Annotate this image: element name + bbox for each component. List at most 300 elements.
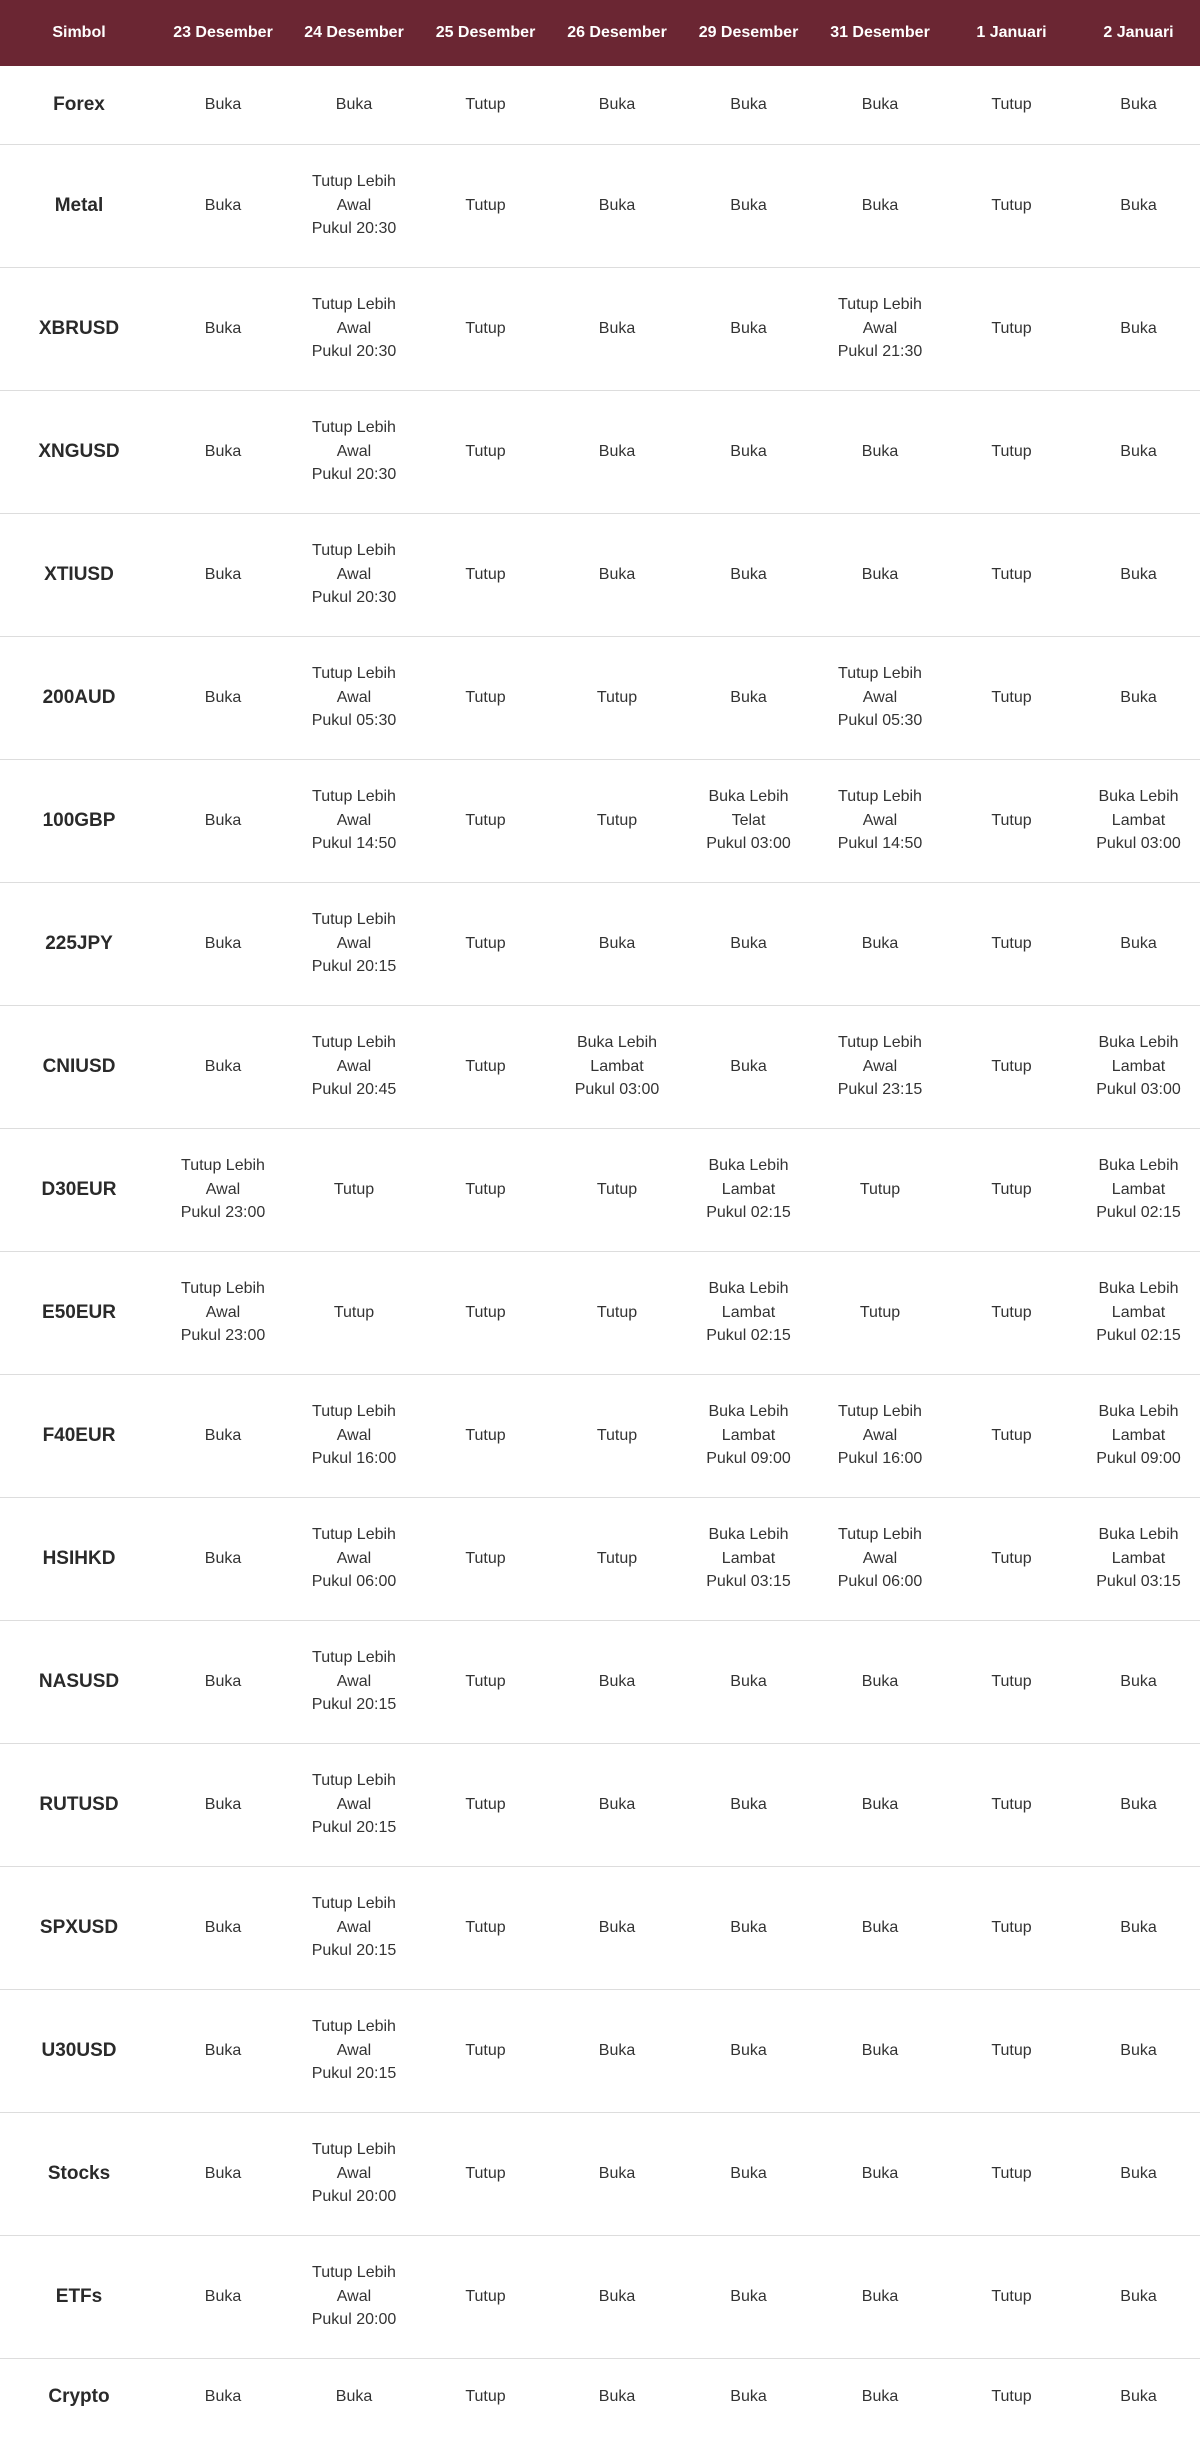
status-text: Tutup Lebih Awal Pukul 20:30: [311, 419, 397, 484]
status-cell: [551, 1497, 683, 1620]
status-cell: [814, 1497, 946, 1620]
status-text: Tutup Lebih Awal Pukul 23:15: [837, 1034, 923, 1099]
status-text: Tutup: [465, 442, 506, 460]
status-cell: [551, 1989, 683, 2112]
table-row: [0, 1005, 1200, 1128]
status-text: Buka: [861, 934, 899, 952]
status-text: Buka: [598, 96, 636, 113]
status-cell: [814, 267, 946, 390]
column-header-symbol: Simbol: [52, 24, 106, 41]
status-text: Buka: [204, 2164, 242, 2182]
status-cell: [551, 1128, 683, 1251]
table-row: [0, 2358, 1200, 2435]
column-header-date: 26 Desember: [567, 24, 667, 41]
status-text: Tutup: [991, 319, 1032, 337]
status-text: Buka: [730, 2287, 767, 2305]
status-cell: [158, 144, 288, 267]
status-cell: [683, 1005, 814, 1128]
status-text: Buka: [730, 1057, 767, 1075]
status-text: Buka: [598, 2164, 636, 2182]
status-cell: [814, 1743, 946, 1866]
status-text: Tutup: [465, 1303, 506, 1321]
status-cell: [814, 513, 946, 636]
status-cell: [1077, 1497, 1200, 1620]
status-cell: [683, 1374, 814, 1497]
status-cell: [946, 1005, 1077, 1128]
status-text: Buka: [730, 1918, 767, 1936]
status-cell: [683, 1866, 814, 1989]
status-cell: [288, 882, 420, 1005]
status-text: Buka: [598, 2041, 636, 2059]
symbol-cell: 100GBP: [42, 809, 116, 831]
status-cell: [420, 759, 551, 882]
status-text: Buka: [598, 1795, 636, 1813]
status-cell: [420, 1374, 551, 1497]
status-cell: [1077, 144, 1200, 267]
status-cell: [420, 1989, 551, 2112]
status-text: Tutup Lebih Awal Pukul 20:15: [311, 1772, 397, 1837]
status-cell: [1077, 1128, 1200, 1251]
status-cell: [551, 882, 683, 1005]
status-cell: [1077, 390, 1200, 513]
status-cell: [288, 1620, 420, 1743]
status-cell: [288, 1497, 420, 1620]
status-text: Buka Lebih Lambat Pukul 02:15: [706, 1157, 791, 1222]
status-cell: [814, 2235, 946, 2358]
status-text: Buka: [335, 96, 373, 113]
symbol-cell: XNGUSD: [38, 440, 120, 462]
header-row: [0, 0, 1200, 66]
status-cell: [946, 390, 1077, 513]
status-text: Buka: [1120, 2287, 1157, 2305]
status-text: Buka: [204, 811, 242, 829]
status-text: Buka: [730, 565, 767, 583]
status-cell: [683, 267, 814, 390]
status-cell: [814, 390, 946, 513]
table-row: [0, 1374, 1200, 1497]
status-cell: [946, 1374, 1077, 1497]
status-text: Buka Lebih Lambat Pukul 02:15: [1096, 1280, 1181, 1345]
status-text: Buka: [204, 565, 242, 583]
status-cell: [288, 1251, 420, 1374]
table-row: [0, 390, 1200, 513]
status-cell: [683, 636, 814, 759]
symbol-cell: Forex: [53, 94, 105, 115]
status-cell: [946, 513, 1077, 636]
status-text: Tutup: [991, 1795, 1032, 1813]
status-text: Buka: [861, 196, 899, 214]
status-text: Tutup Lebih Awal Pukul 20:15: [311, 1649, 397, 1714]
status-cell: [1077, 882, 1200, 1005]
status-cell: [420, 2112, 551, 2235]
status-text: Tutup: [465, 565, 506, 583]
status-text: Buka: [730, 319, 767, 337]
status-text: Tutup Lebih Awal Pukul 20:45: [311, 1034, 397, 1099]
status-text: Buka: [1120, 688, 1157, 706]
status-cell: [158, 2112, 288, 2235]
status-cell: [1077, 2235, 1200, 2358]
status-cell: [1077, 1005, 1200, 1128]
status-cell: [683, 66, 814, 144]
status-text: Tutup: [991, 1303, 1032, 1321]
status-cell: [551, 267, 683, 390]
status-cell: [683, 1989, 814, 2112]
status-text: Buka: [204, 1426, 242, 1444]
status-text: Tutup: [465, 1672, 506, 1690]
symbol-cell: XBRUSD: [38, 317, 120, 339]
status-cell: [158, 390, 288, 513]
status-cell: [158, 267, 288, 390]
status-text: Tutup: [991, 565, 1032, 583]
symbol-cell: RUTUSD: [39, 1793, 119, 1815]
status-text: Tutup Lebih Awal Pukul 20:15: [311, 1895, 397, 1960]
status-cell: [683, 759, 814, 882]
status-text: Buka: [1120, 442, 1157, 460]
status-cell: [946, 882, 1077, 1005]
status-cell: [1077, 1989, 1200, 2112]
status-text: Buka: [1120, 2388, 1157, 2405]
status-cell: [946, 1497, 1077, 1620]
status-text: Buka: [1120, 96, 1157, 113]
status-text: Tutup: [991, 1672, 1032, 1690]
status-text: Tutup: [465, 2041, 506, 2059]
status-cell: [551, 1005, 683, 1128]
status-cell: [1077, 267, 1200, 390]
status-cell: [946, 1251, 1077, 1374]
status-text: Buka: [204, 2041, 242, 2059]
status-text: Tutup: [465, 2164, 506, 2182]
table-row: [0, 144, 1200, 267]
status-cell: [420, 1620, 551, 1743]
status-cell: [158, 2235, 288, 2358]
status-cell: [551, 1743, 683, 1866]
status-text: Buka: [598, 934, 636, 952]
status-cell: [814, 1866, 946, 1989]
status-text: Buka: [1120, 319, 1157, 337]
status-cell: [420, 1251, 551, 1374]
table-row: [0, 1866, 1200, 1989]
status-cell: [288, 636, 420, 759]
status-cell: [288, 2235, 420, 2358]
status-text: Tutup: [991, 934, 1032, 952]
status-text: Buka: [1120, 1672, 1157, 1690]
status-cell: [1077, 513, 1200, 636]
table-row: [0, 66, 1200, 144]
status-text: Buka: [204, 1795, 242, 1813]
symbol-cell: CNIUSD: [42, 1055, 116, 1077]
status-text: Buka: [861, 565, 899, 583]
status-cell: [814, 2112, 946, 2235]
symbol-cell: U30USD: [41, 2039, 117, 2061]
status-text: Tutup Lebih Awal Pukul 06:00: [311, 1526, 397, 1591]
status-text: Tutup: [596, 1180, 638, 1198]
status-cell: [1077, 1866, 1200, 1989]
status-text: Buka: [204, 1057, 242, 1075]
status-cell: [683, 1128, 814, 1251]
status-cell: [683, 2235, 814, 2358]
status-text: Buka: [598, 2287, 636, 2305]
status-text: Tutup: [465, 96, 506, 113]
status-text: Tutup Lebih Awal Pukul 20:00: [311, 2141, 397, 2206]
status-cell: [814, 1251, 946, 1374]
status-text: Buka: [730, 1795, 767, 1813]
status-text: Buka: [598, 442, 636, 460]
status-text: Buka: [598, 1672, 636, 1690]
status-cell: [946, 1743, 1077, 1866]
status-cell: [420, 2235, 551, 2358]
status-cell: [420, 636, 551, 759]
status-cell: [288, 66, 420, 144]
status-text: Buka: [204, 442, 242, 460]
status-text: Buka Lebih Lambat Pukul 03:15: [706, 1526, 791, 1591]
status-text: Tutup Lebih Awal Pukul 20:15: [311, 2018, 397, 2083]
status-text: Tutup Lebih Awal Pukul 20:15: [311, 911, 397, 976]
status-cell: [420, 513, 551, 636]
status-cell: [288, 1128, 420, 1251]
table-row: [0, 1620, 1200, 1743]
status-text: Buka: [861, 1672, 899, 1690]
status-text: Tutup: [465, 1426, 506, 1444]
status-cell: [158, 1128, 288, 1251]
status-cell: [288, 759, 420, 882]
symbol-cell: 200AUD: [42, 686, 116, 708]
status-cell: [1077, 636, 1200, 759]
status-text: Tutup: [991, 1180, 1032, 1198]
status-cell: [1077, 2112, 1200, 2235]
symbol-cell: ETFs: [55, 2285, 103, 2307]
status-text: Buka: [1120, 196, 1157, 214]
status-cell: [420, 267, 551, 390]
status-cell: [551, 1374, 683, 1497]
status-text: Buka Lebih Lambat Pukul 02:15: [706, 1280, 791, 1345]
status-cell: [683, 144, 814, 267]
status-cell: [158, 1743, 288, 1866]
column-header-date: 31 Desember: [830, 24, 930, 41]
status-text: Tutup: [465, 1549, 506, 1567]
symbol-cell: Crypto: [48, 2386, 110, 2407]
status-cell: [683, 882, 814, 1005]
status-cell: [420, 1866, 551, 1989]
status-cell: [288, 1866, 420, 1989]
status-text: Buka: [730, 2388, 767, 2405]
status-text: Buka: [1120, 2041, 1157, 2059]
status-text: Buka: [204, 96, 242, 113]
symbol-cell: NASUSD: [38, 1670, 120, 1692]
status-cell: [420, 1743, 551, 1866]
status-text: Tutup: [596, 1426, 638, 1444]
status-cell: [551, 66, 683, 144]
status-cell: [158, 759, 288, 882]
symbol-cell: SPXUSD: [39, 1916, 119, 1938]
status-cell: [158, 1251, 288, 1374]
status-text: Tutup Lebih Awal Pukul 16:00: [311, 1403, 397, 1468]
status-cell: [551, 1620, 683, 1743]
status-text: Tutup: [991, 2164, 1032, 2182]
status-text: Buka: [861, 1795, 899, 1813]
status-text: Tutup: [596, 1549, 638, 1567]
column-header-date: 2 Januari: [1103, 24, 1174, 41]
status-cell: [158, 66, 288, 144]
status-cell: [1077, 66, 1200, 144]
status-cell: [288, 144, 420, 267]
status-cell: [551, 390, 683, 513]
column-header-date: 29 Desember: [698, 24, 799, 41]
status-text: Tutup Lebih Awal Pukul 05:30: [311, 665, 397, 730]
status-text: Tutup: [465, 934, 506, 952]
status-cell: [683, 2358, 814, 2435]
status-cell: [288, 1989, 420, 2112]
status-text: Buka Lebih Lambat Pukul 03:00: [574, 1034, 660, 1099]
status-text: Tutup: [991, 811, 1032, 829]
status-cell: [551, 144, 683, 267]
status-text: Tutup: [991, 96, 1032, 113]
column-header-date: 24 Desember: [304, 24, 404, 41]
status-cell: [551, 2235, 683, 2358]
status-cell: [946, 2235, 1077, 2358]
table-row: [0, 1743, 1200, 1866]
table-row: [0, 513, 1200, 636]
status-cell: [946, 2358, 1077, 2435]
table-row: [0, 267, 1200, 390]
symbol-cell: F40EUR: [42, 1424, 116, 1446]
status-cell: [814, 1620, 946, 1743]
status-text: Buka: [1120, 565, 1157, 583]
status-text: Buka Lebih Lambat Pukul 09:00: [1096, 1403, 1181, 1468]
table-row: [0, 759, 1200, 882]
status-cell: [814, 144, 946, 267]
status-text: Tutup: [991, 2388, 1032, 2405]
status-text: Buka: [730, 1672, 767, 1690]
status-text: Tutup Lebih Awal Pukul 23:00: [180, 1280, 266, 1345]
status-text: Buka: [204, 1672, 242, 1690]
status-text: Buka: [204, 2388, 242, 2405]
status-text: Tutup: [465, 1918, 506, 1936]
status-cell: [551, 2112, 683, 2235]
symbol-cell: Stocks: [47, 2162, 111, 2184]
column-header-date: 1 Januari: [976, 24, 1047, 41]
status-text: Tutup: [991, 2041, 1032, 2059]
status-text: Buka: [204, 196, 242, 214]
status-cell: [158, 882, 288, 1005]
table-row: [0, 1128, 1200, 1251]
status-cell: [288, 2112, 420, 2235]
status-cell: [551, 759, 683, 882]
symbol-cell: 225JPY: [45, 932, 113, 954]
status-cell: [158, 2358, 288, 2435]
status-text: Buka: [861, 2388, 899, 2405]
status-text: Buka: [204, 2287, 242, 2305]
status-text: Tutup: [465, 2388, 506, 2405]
status-cell: [814, 66, 946, 144]
status-text: Buka Lebih Lambat Pukul 03:00: [1096, 788, 1181, 853]
status-text: Buka: [730, 442, 767, 460]
status-text: Tutup: [991, 1918, 1032, 1936]
status-cell: [420, 1128, 551, 1251]
status-cell: [420, 66, 551, 144]
status-cell: [288, 267, 420, 390]
status-cell: [420, 882, 551, 1005]
status-text: Buka: [1120, 934, 1157, 952]
status-text: Buka: [598, 196, 636, 214]
status-text: Tutup: [465, 196, 506, 214]
symbol-cell: HSIHKD: [42, 1547, 116, 1569]
status-cell: [158, 1497, 288, 1620]
status-text: Buka Lebih Lambat Pukul 09:00: [706, 1403, 791, 1468]
status-text: Buka Lebih Lambat Pukul 03:00: [1096, 1034, 1181, 1099]
symbol-cell: XTIUSD: [44, 563, 114, 585]
status-cell: [551, 513, 683, 636]
status-text: Tutup: [333, 1180, 375, 1198]
status-cell: [683, 1251, 814, 1374]
status-cell: [946, 636, 1077, 759]
status-cell: [814, 1128, 946, 1251]
status-text: Tutup Lebih Awal Pukul 20:00: [311, 2264, 397, 2329]
status-text: Tutup Lebih Awal Pukul 14:50: [837, 788, 923, 853]
status-text: Tutup: [596, 1303, 638, 1321]
table-header: [0, 0, 1200, 66]
status-cell: [814, 1005, 946, 1128]
status-text: Tutup Lebih Awal Pukul 20:30: [311, 173, 397, 238]
status-text: Tutup: [859, 1180, 901, 1198]
status-cell: [288, 1374, 420, 1497]
status-cell: [551, 636, 683, 759]
status-text: Buka: [861, 2164, 899, 2182]
status-cell: [158, 1989, 288, 2112]
status-text: Buka: [598, 565, 636, 583]
status-cell: [683, 2112, 814, 2235]
status-cell: [288, 1743, 420, 1866]
status-text: Tutup: [991, 442, 1032, 460]
status-cell: [946, 2112, 1077, 2235]
status-cell: [420, 1005, 551, 1128]
status-cell: [683, 1620, 814, 1743]
status-text: Buka Lebih Lambat Pukul 03:15: [1096, 1526, 1181, 1591]
status-cell: [420, 2358, 551, 2435]
status-text: Tutup: [596, 811, 638, 829]
status-text: Tutup Lebih Awal Pukul 05:30: [837, 665, 923, 730]
status-cell: [1077, 759, 1200, 882]
table-body: [0, 66, 1200, 2435]
status-cell: [683, 1497, 814, 1620]
table-row: [0, 1989, 1200, 2112]
status-text: Buka: [598, 319, 636, 337]
status-cell: [814, 1374, 946, 1497]
status-text: Tutup: [465, 1180, 506, 1198]
status-text: Tutup: [333, 1303, 375, 1321]
status-text: Buka: [861, 1918, 899, 1936]
table-row: [0, 882, 1200, 1005]
status-text: Tutup: [465, 2287, 506, 2305]
status-cell: [288, 1005, 420, 1128]
status-text: Tutup: [991, 196, 1032, 214]
status-cell: [288, 513, 420, 636]
status-cell: [946, 144, 1077, 267]
status-text: Tutup Lebih Awal Pukul 20:30: [311, 296, 397, 361]
column-header-date: 23 Desember: [173, 24, 273, 41]
table-row: [0, 2235, 1200, 2358]
status-cell: [814, 882, 946, 1005]
status-cell: [946, 1989, 1077, 2112]
status-cell: [158, 636, 288, 759]
status-cell: [946, 1866, 1077, 1989]
status-cell: [946, 267, 1077, 390]
status-cell: [420, 144, 551, 267]
status-text: Tutup: [991, 1057, 1032, 1075]
status-text: Tutup Lebih Awal Pukul 21:30: [837, 296, 923, 361]
status-text: Tutup Lebih Awal Pukul 23:00: [180, 1157, 266, 1222]
status-text: Tutup Lebih Awal Pukul 16:00: [837, 1403, 923, 1468]
status-cell: [946, 1620, 1077, 1743]
